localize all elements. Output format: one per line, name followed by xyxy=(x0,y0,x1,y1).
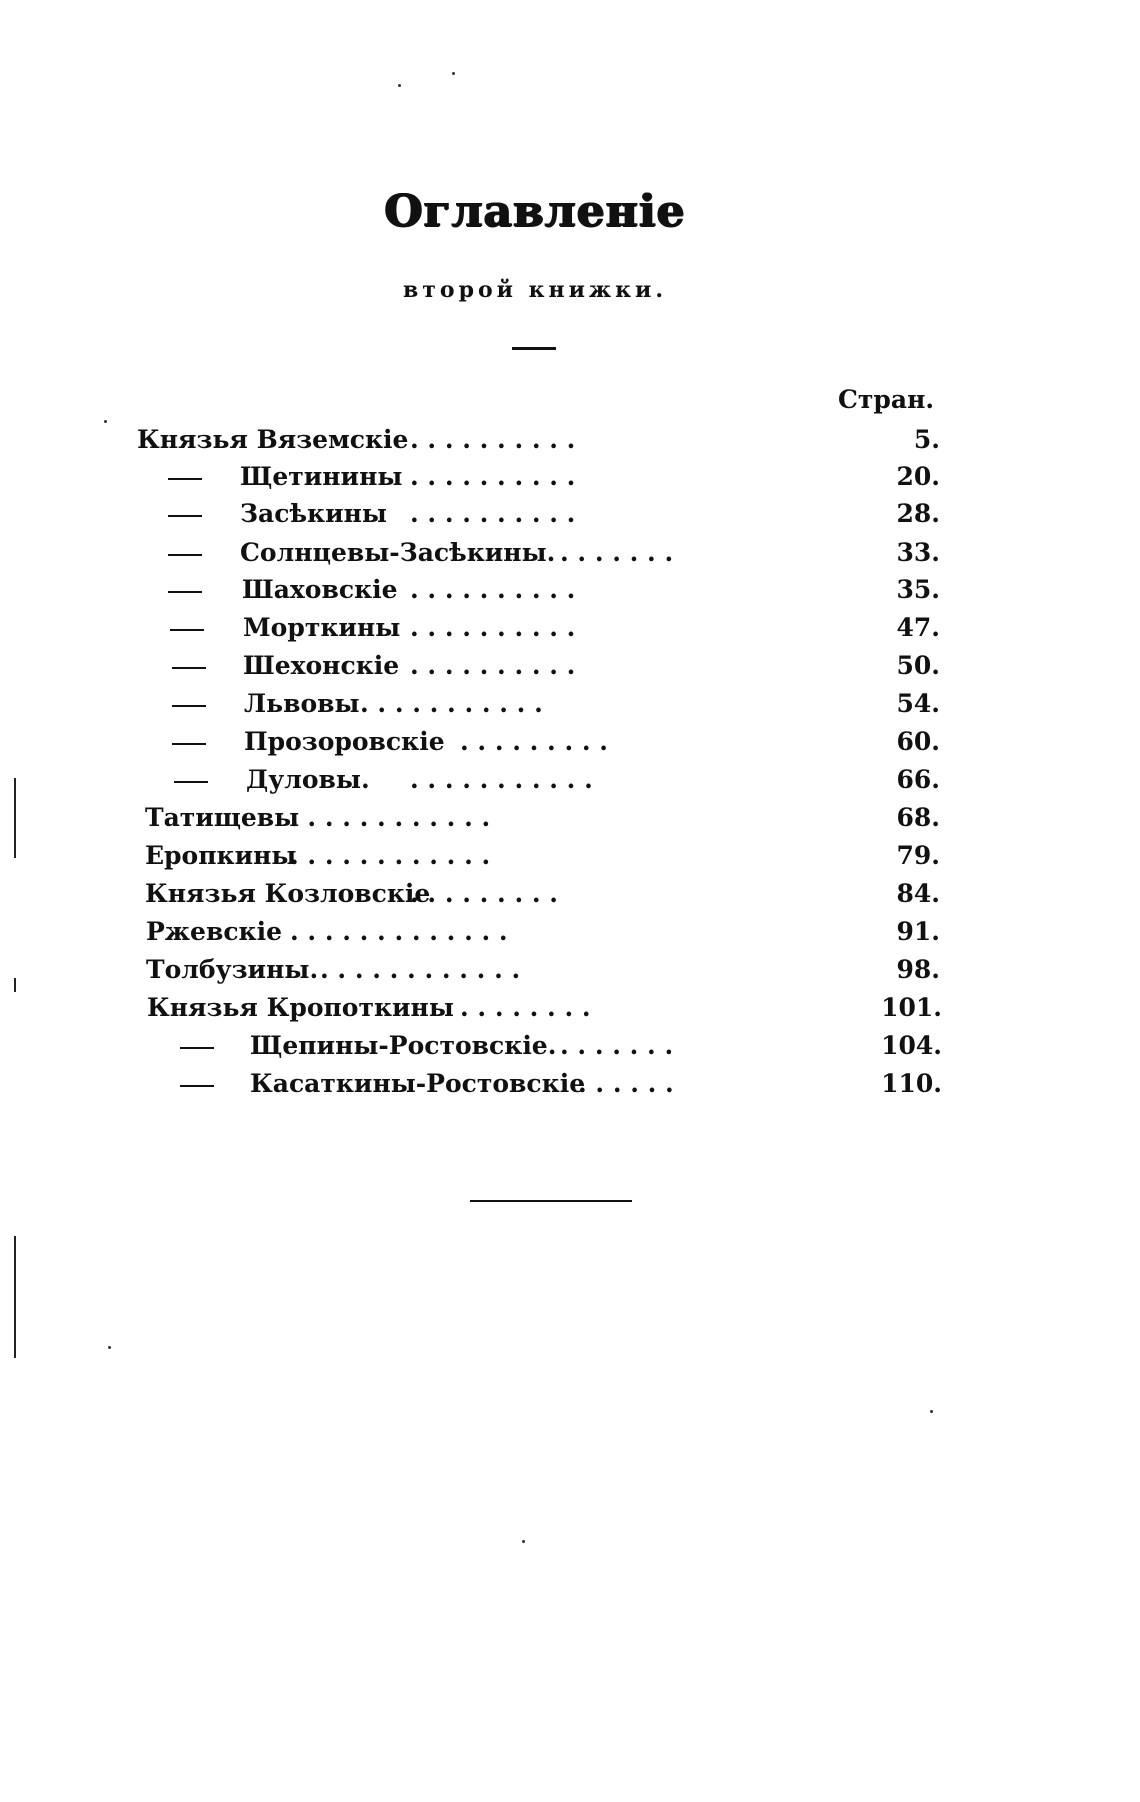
ditto-dash xyxy=(172,724,206,760)
toc-entry-name: Шехонскіе xyxy=(243,651,400,680)
toc-entry-name: Еропкины xyxy=(145,841,297,870)
toc-entry xyxy=(0,800,1140,836)
toc-entry xyxy=(0,422,1140,458)
toc-entry-name: Татищевы xyxy=(145,803,300,832)
toc-entry xyxy=(0,990,1140,1026)
page-column-header: Стран. xyxy=(838,385,935,414)
toc-entry-page: 91. xyxy=(896,917,940,946)
toc-entry-page: 54. xyxy=(896,689,940,718)
toc-entry-name: Щетинины xyxy=(240,462,403,491)
toc-entry xyxy=(0,496,1140,532)
dot-leader: . . . . . . xyxy=(578,1069,674,1098)
toc-entry-name: Толбузины. xyxy=(146,955,319,984)
dot-leader: . . . . . . . . . . xyxy=(410,462,576,491)
toc-entry-name: Морткины xyxy=(243,613,401,642)
toc-entry-name: Шаховскіе xyxy=(242,575,398,604)
scan-speck xyxy=(104,420,107,423)
toc-entry-page: 33. xyxy=(896,538,940,567)
toc-entry-page: 20. xyxy=(896,462,940,491)
toc-entry xyxy=(0,648,1140,684)
dot-leader: . . . . . . . . . . . . xyxy=(290,841,491,870)
scan-speck xyxy=(108,1346,111,1349)
dot-leader: . . . . . . . . . . xyxy=(410,613,576,642)
dot-leader: . . . . . . . . . . . . xyxy=(320,955,521,984)
dot-leader: . . . . . . . . . . . . . xyxy=(290,917,508,946)
toc-entry-page: 60. xyxy=(896,727,940,756)
toc-entry-name: Засѣкины xyxy=(240,499,387,528)
dot-leader: . . . . . . . xyxy=(560,1031,674,1060)
toc-entry-name: Дуловы. xyxy=(246,765,370,794)
toc-entry-page: 68. xyxy=(896,803,940,832)
ditto-dash xyxy=(180,1028,214,1064)
toc-entry xyxy=(0,914,1140,950)
toc-entry-page: 66. xyxy=(896,765,940,794)
toc-entry xyxy=(0,1066,1140,1102)
dot-leader: . . . . . . . . . . xyxy=(410,651,576,680)
dot-leader: . . . . . . . . . . xyxy=(410,575,576,604)
toc-entry-page: 104. xyxy=(881,1031,942,1060)
scan-margin-line xyxy=(14,1236,16,1358)
toc-entry-page: 5. xyxy=(913,425,940,454)
ditto-dash xyxy=(172,648,206,684)
toc-entry xyxy=(0,686,1140,722)
toc-entry-page: 35. xyxy=(896,575,940,604)
toc-entry-name: Князья Козловскіе xyxy=(145,879,431,908)
dot-leader: . . . . . . . . . . . . xyxy=(290,803,491,832)
toc-entry-page: 101. xyxy=(881,993,942,1022)
toc-entry-page: 84. xyxy=(896,879,940,908)
toc-entry-page: 28. xyxy=(896,499,940,528)
toc-entry xyxy=(0,1028,1140,1064)
short-divider xyxy=(512,347,556,350)
ditto-dash xyxy=(168,572,202,608)
scan-speck xyxy=(398,84,401,87)
page-title: Оглавленіе xyxy=(384,186,686,237)
toc-entry-name: Князья Вяземскіе xyxy=(137,425,409,454)
ditto-dash xyxy=(168,459,202,495)
dot-leader: . . . . . . . . . xyxy=(410,879,558,908)
ditto-dash xyxy=(174,762,208,798)
scan-margin-line xyxy=(14,978,16,992)
toc-entry-name: Ржевскіе xyxy=(146,917,282,946)
dot-leader: . . . . . . . . . . xyxy=(410,425,576,454)
toc-entry xyxy=(0,876,1140,912)
toc-entry-name: Щепины-Ростовскіе. xyxy=(250,1031,557,1060)
toc-entry xyxy=(0,459,1140,495)
scan-speck xyxy=(452,72,455,75)
toc-entry-page: 98. xyxy=(896,955,940,984)
toc-entry xyxy=(0,724,1140,760)
toc-entry-page: 50. xyxy=(896,651,940,680)
dot-leader: . . . . . . . . . . . xyxy=(410,765,593,794)
dot-leader: . . . . . . . . . xyxy=(460,727,608,756)
toc-entry-name: Князья Кропоткины xyxy=(147,993,454,1022)
scan-speck xyxy=(930,1410,933,1413)
scan-margin-line xyxy=(14,778,16,858)
ditto-dash xyxy=(180,1066,214,1102)
toc-entry-name: Солнцевы-Засѣкины. xyxy=(240,538,556,567)
toc-entry-page: 47. xyxy=(896,613,940,642)
dot-leader: . . . . . . . . xyxy=(460,993,591,1022)
ditto-dash xyxy=(172,686,206,722)
toc-entry xyxy=(0,535,1140,571)
ditto-dash xyxy=(168,535,202,571)
dot-leader: . . . . . . . xyxy=(560,538,674,567)
ditto-dash xyxy=(170,610,204,646)
toc-entry xyxy=(0,838,1140,874)
toc-entry-name: Касаткины-Ростовскіе xyxy=(250,1069,586,1098)
dot-leader: . . . . . . . . . . xyxy=(410,499,576,528)
toc-entry xyxy=(0,952,1140,988)
toc-entry-name: Львовы xyxy=(244,689,360,718)
dot-leader: . . . . . . . . . . . xyxy=(360,689,543,718)
toc-entry xyxy=(0,610,1140,646)
scan-speck xyxy=(522,1540,525,1543)
toc-entry-name: Прозоровскіе xyxy=(244,727,445,756)
toc-entry xyxy=(0,572,1140,608)
toc-entry-page: 110. xyxy=(881,1069,942,1098)
toc-entry-page: 79. xyxy=(896,841,940,870)
ditto-dash xyxy=(168,496,202,532)
page-subtitle: второй книжки. xyxy=(402,277,667,303)
closing-divider xyxy=(470,1200,632,1202)
toc-entry xyxy=(0,762,1140,798)
